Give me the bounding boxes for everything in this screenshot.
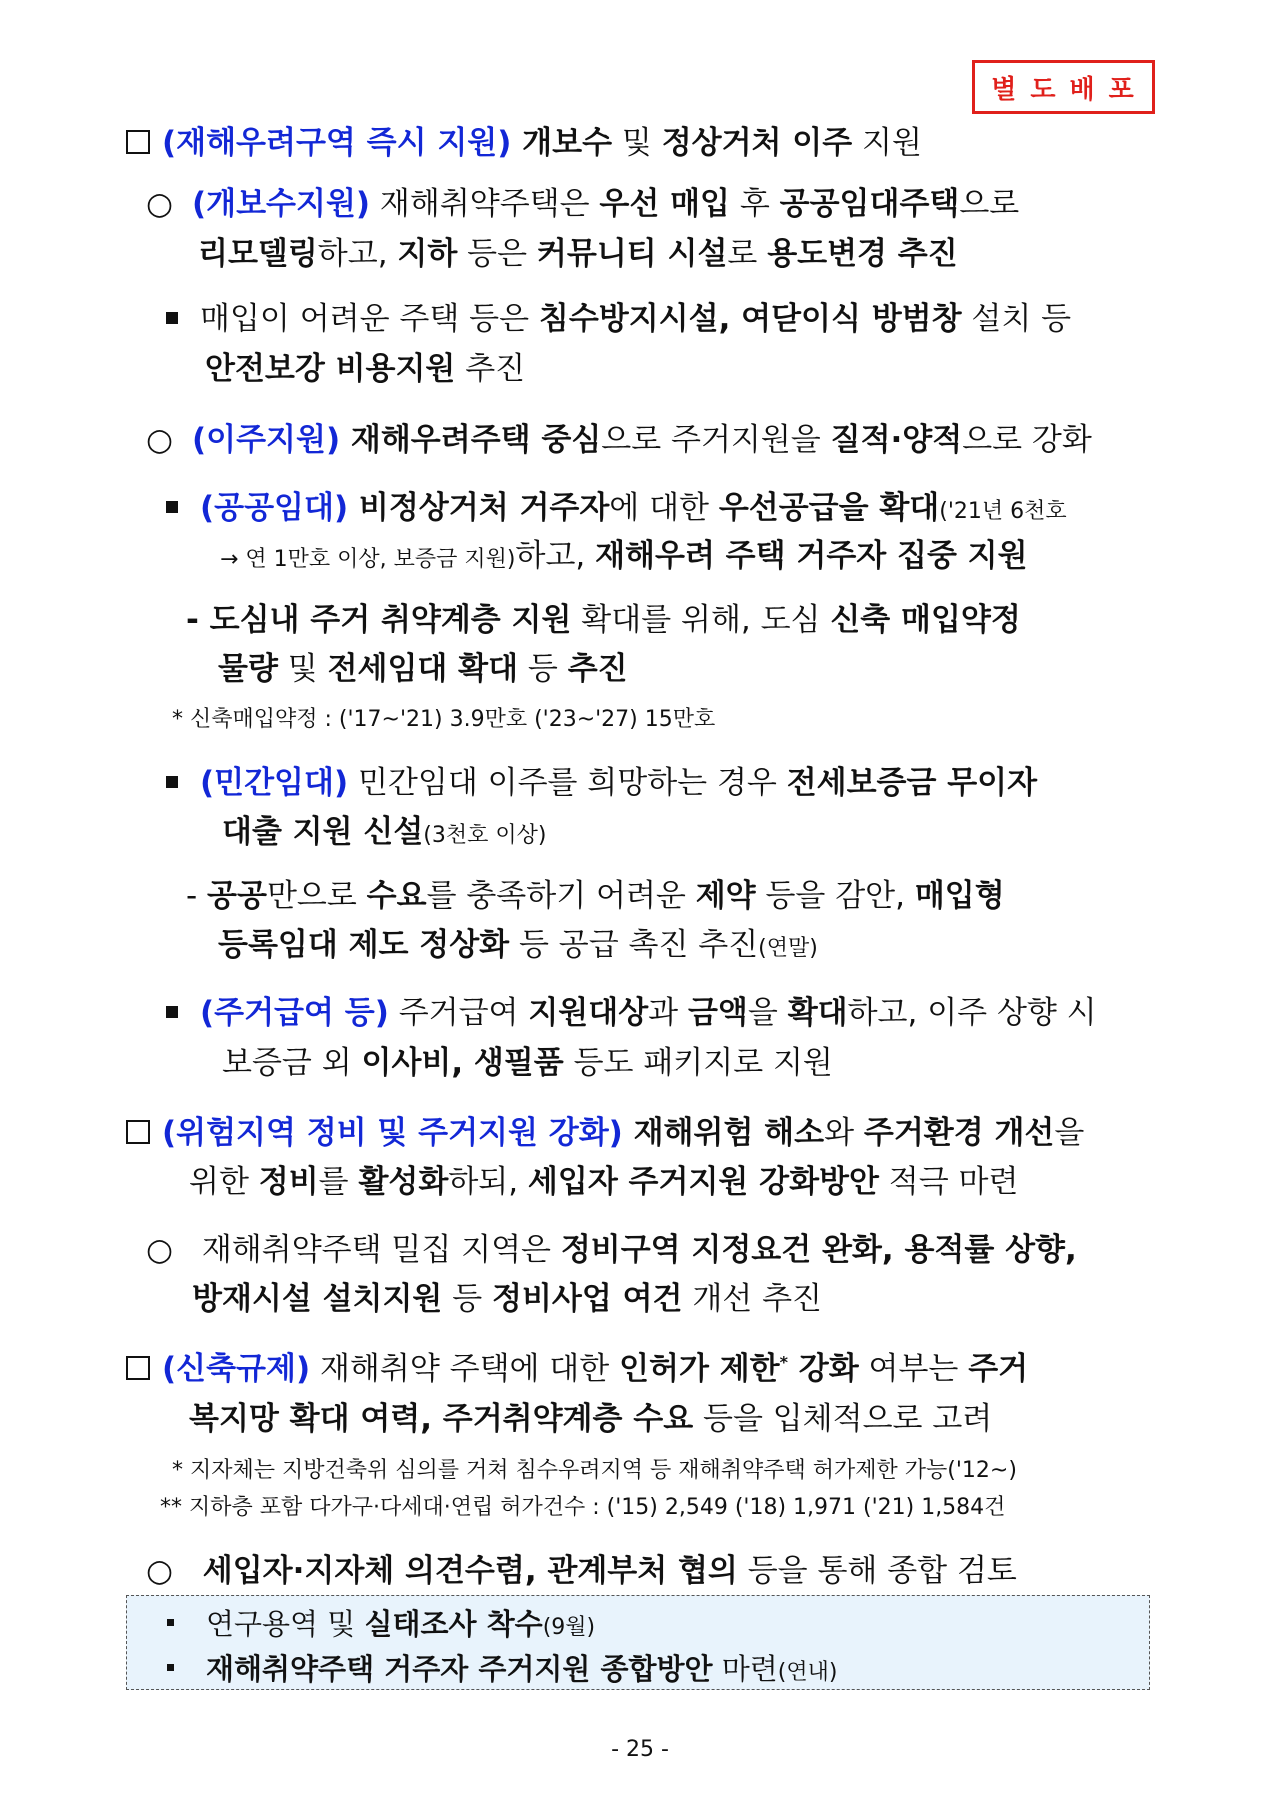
private-rental-line2: 대출 지원 신설(3천호 이상) — [222, 814, 547, 850]
section3-footnote2: ** 지하층 포함 다가구·다세대·연립 허가건수 : ('15) 2,549 ('18) 1,971 ('21) 1,584건 — [160, 1495, 1006, 1520]
public-rental-line1: (공공임대) 비정상거처 거주자에 대한 우선공급을 확대('21년 6천호 — [166, 482, 1280, 527]
private-rental-detail-line1: - 공공만으로 수요를 충족하기 어려운 제약 등을 감안, 매입형 — [186, 878, 1005, 914]
public-rental-detail-line1: - 도심내 주거 취약계층 지원 확대를 위해, 도심 신축 매입약정 — [186, 602, 1021, 638]
circle-bullet-icon: ○ — [146, 422, 174, 458]
checkbox-square-icon — [126, 130, 150, 154]
section3-heading-line2: 복지망 확대 여력, 주거취약계층 수요 등을 입체적으로 고려 — [189, 1401, 993, 1437]
page-number: - 25 - — [611, 1737, 669, 1762]
section2-heading-line1: (위험지역 정비 및 주거지원 강화) 재해위험 해소와 주거환경 개선을 — [126, 1107, 1280, 1152]
redevelopment-line1: ○ 재해취약주택 밀집 지역은 정비구역 지정요건 완화, 용적률 상향, — [146, 1232, 1077, 1268]
public-rental-detail-line2: 물량 및 전세임대 확대 등 추진 — [218, 651, 628, 687]
small-square-bullet-icon — [167, 1619, 174, 1626]
housing-benefit-line2: 보증금 외 이사비, 생필품 등도 패키지로 지원 — [222, 1045, 833, 1081]
circle-bullet-icon: ○ — [146, 186, 174, 222]
private-rental-detail-line2: 등록임대 제도 정상화 등 공급 촉진 추진(연말) — [218, 927, 818, 963]
relocation-support-line: ○ (이주지원) 재해우려주택 중심으로 주거지원을 질적·양적으로 강화 — [146, 422, 1092, 458]
redevelopment-line2: 방재시설 설치지원 등 정비사업 여건 개선 추진 — [192, 1281, 822, 1317]
consultation-line: ○ 세입자·지자체 의견수렴, 관계부처 협의 등을 통해 종합 검토 — [146, 1553, 1017, 1589]
repair-support-line1: ○ (개보수지원) 재해취약주택은 우선 매입 후 공공임대주택으로 — [146, 186, 1020, 222]
schedule-box — [126, 1595, 1150, 1690]
circle-bullet-icon: ○ — [146, 1232, 174, 1268]
public-rental-footnote: * 신축매입약정 : ('17~'21) 3.9만호 ('23~'27) 15만호 — [172, 707, 716, 732]
checkbox-square-icon — [126, 1356, 150, 1380]
section3-heading-line1: (신축규제) 재해취약 주택에 대한 인허가 제한* 강화 여부는 주거 — [126, 1343, 1280, 1388]
section3-footnote1: * 지자체는 지방건축위 심의를 거쳐 침수우려지역 등 재해취약주택 허가제한 가능('12~) — [172, 1458, 1017, 1483]
square-bullet-icon — [166, 776, 178, 788]
square-bullet-icon — [166, 501, 178, 513]
section2-heading-line2: 위한 정비를 활성화하되, 세입자 주거지원 강화방안 적극 마련 — [189, 1164, 1019, 1200]
private-rental-line1: (민간임대) 민간임대 이주를 희망하는 경우 전세보증금 무이자 — [166, 757, 1280, 802]
circle-bullet-icon: ○ — [146, 1553, 174, 1589]
safety-support-line1: 매입이 어려운 주택 등은 침수방지시설, 여닫이식 방범창 설치 등 — [166, 293, 1280, 338]
safety-support-line2: 안전보강 비용지원 추진 — [205, 351, 526, 387]
distribution-badge: 별도배포 — [972, 60, 1155, 114]
section1-heading: (재해우려구역 즉시 지원) 개보수 및 정상거처 이주 지원 — [126, 117, 1280, 162]
checkbox-square-icon — [126, 1120, 150, 1144]
schedule-item-1: 연구용역 및 실태조사 착수(9월) — [167, 1602, 595, 1643]
square-bullet-icon — [166, 1006, 178, 1018]
small-square-bullet-icon — [167, 1664, 174, 1671]
public-rental-line2: → 연 1만호 이상, 보증금 지원)하고, 재해우려 주택 거주자 집중 지원 — [220, 538, 1028, 574]
schedule-item-2: 재해취약주택 거주자 주거지원 종합방안 마련(연내) — [167, 1647, 837, 1688]
square-bullet-icon — [166, 312, 178, 324]
repair-support-line2: 리모델링하고, 지하 등은 커뮤니티 시설로 용도변경 추진 — [198, 236, 958, 272]
housing-benefit-line1: (주거급여 등) 주거급여 지원대상과 금액을 확대하고, 이주 상향 시 — [166, 987, 1280, 1032]
